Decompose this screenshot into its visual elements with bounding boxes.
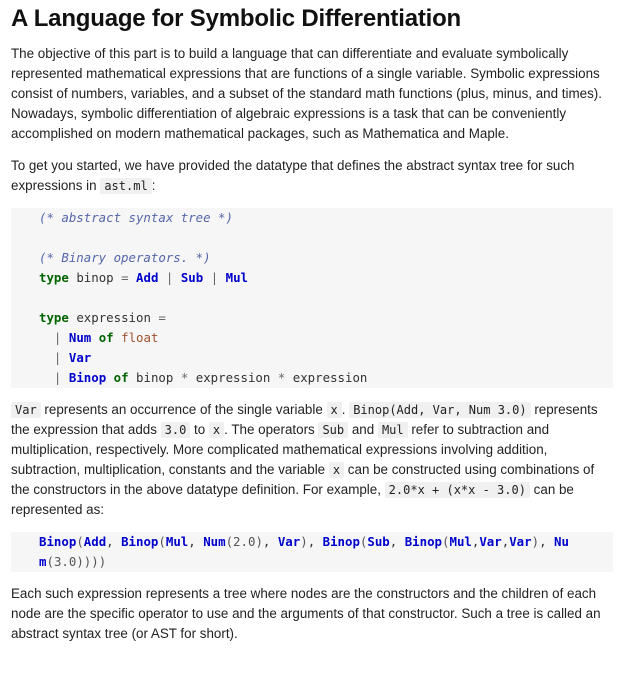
explanation-paragraph: [11, 400, 613, 520]
inline-code: 3.0: [161, 422, 191, 438]
code-constructor: Add: [136, 270, 159, 285]
code-constructor: Binop: [322, 534, 360, 549]
code-operator: |: [53, 330, 62, 345]
code-operator: *: [277, 370, 286, 385]
code-constructor: Mul: [165, 534, 189, 549]
code-constructor: Mul: [449, 534, 472, 549]
ast-definition-paragraph: Each such expression represents a tree where nodes are the constructors and the children of each node are the specific operator to use and the arguments of that constructor. Such a tree is called an abstract syntax tree (or AST for short).: [11, 586, 601, 641]
ast-code-block: [11, 208, 613, 388]
code-number: 2.0: [233, 534, 256, 549]
inline-code: Mul: [378, 422, 408, 438]
text-span: to: [190, 422, 209, 437]
inline-code: 2.0*x + (x*x - 3.0): [385, 482, 530, 498]
code-constructor: Binop: [68, 370, 107, 385]
code-operator: |: [53, 370, 62, 385]
text-span: can be represented as:: [11, 482, 574, 517]
text-span: and: [348, 422, 378, 437]
code-identifier: expression: [76, 310, 151, 325]
code-comment: (* abstract syntax tree *): [39, 210, 233, 225]
inline-code: Var: [11, 402, 41, 418]
page-title: A Language for Symbolic Differentiation: [11, 5, 462, 32]
code-constructor: Var: [509, 534, 532, 549]
code-keyword: of: [113, 370, 129, 385]
code-operator: |: [53, 350, 62, 365]
code-type: float: [121, 330, 159, 345]
code-identifier: binop: [76, 270, 114, 285]
code-identifier: expression: [292, 370, 368, 385]
inline-code: x: [327, 402, 342, 418]
code-comment: (* Binary operators. *): [39, 250, 211, 265]
code-operator: =: [121, 270, 129, 285]
text-span: can be constructed using combinations of the constructors in the above datatype definition. For example,: [11, 462, 595, 497]
inline-code-filename: ast.ml: [100, 178, 151, 194]
text-span: :: [151, 178, 156, 193]
code-operator: =: [158, 310, 166, 325]
code-constructor: Var: [277, 534, 301, 549]
inline-code: Binop(Add, Var, Num 3.0): [349, 402, 530, 418]
text-span: To get you started, we have provided the datatype that defines the abstract syntax tree for such expressions in: [11, 158, 575, 193]
code-constructor: Binop: [39, 534, 77, 549]
code-constructor: Binop: [404, 534, 443, 549]
code-constructor: Nu: [553, 534, 569, 549]
code-keyword: of: [98, 330, 114, 345]
inline-code: x: [329, 462, 344, 478]
code-constructor: Var: [68, 350, 92, 365]
code-constructor: Nu: [203, 534, 219, 549]
text-span: . The operators: [224, 422, 319, 437]
code-constructor: m: [39, 554, 47, 569]
code-constructor: Var: [479, 534, 502, 549]
text-span: .: [341, 402, 350, 417]
inline-code: x: [209, 422, 224, 438]
code-keyword: type: [39, 270, 69, 285]
code-constructor: m: [218, 534, 226, 549]
code-constructor: Sub: [180, 270, 204, 285]
code-constructor: Num: [68, 330, 92, 345]
code-keyword: type: [39, 310, 69, 325]
code-number: 3.0: [53, 554, 77, 569]
code-operator: |: [210, 270, 219, 285]
text-span: refer to subtraction and multiplication, respectively. More complicated mathematical expressions involving addition, subtraction, multiplication, constants and the variable: [11, 422, 550, 477]
code-constructor: Add: [83, 534, 107, 549]
code-operator: |: [165, 270, 174, 285]
code-operator: *: [180, 370, 189, 385]
text-span: represents the expression that adds: [11, 402, 598, 437]
example-code-block: Binop(Add, Binop(Mul, Num(2.0), Var), Binop(Sub, Binop(Mul,Var,Var), Nu m(3.0)))): [11, 532, 613, 572]
code-identifier: binop: [136, 370, 174, 385]
intro-paragraph: The objective of this part is to build a language that can differentiate and evaluate symbolically represented mathematical expressions that are functions of a single variable. Symbolic expressions consist of numbers, variables, and a subset of the standard math functions (plus, minus, and times). Nowadays, symbolic differentiation of algebraic expressions is a task that can be conveniently accomplished on modern mathematical packages, such as Mathematica and Maple.: [11, 46, 602, 141]
code-constructor: Binop: [121, 534, 159, 549]
code-constructor: Mul: [225, 270, 249, 285]
code-constructor: Sub: [367, 534, 390, 549]
code-identifier: expression: [195, 370, 271, 385]
getting-started-paragraph: [11, 156, 613, 196]
inline-code: Sub: [318, 422, 348, 438]
text-span: represents an occurrence of the single variable: [40, 402, 327, 417]
